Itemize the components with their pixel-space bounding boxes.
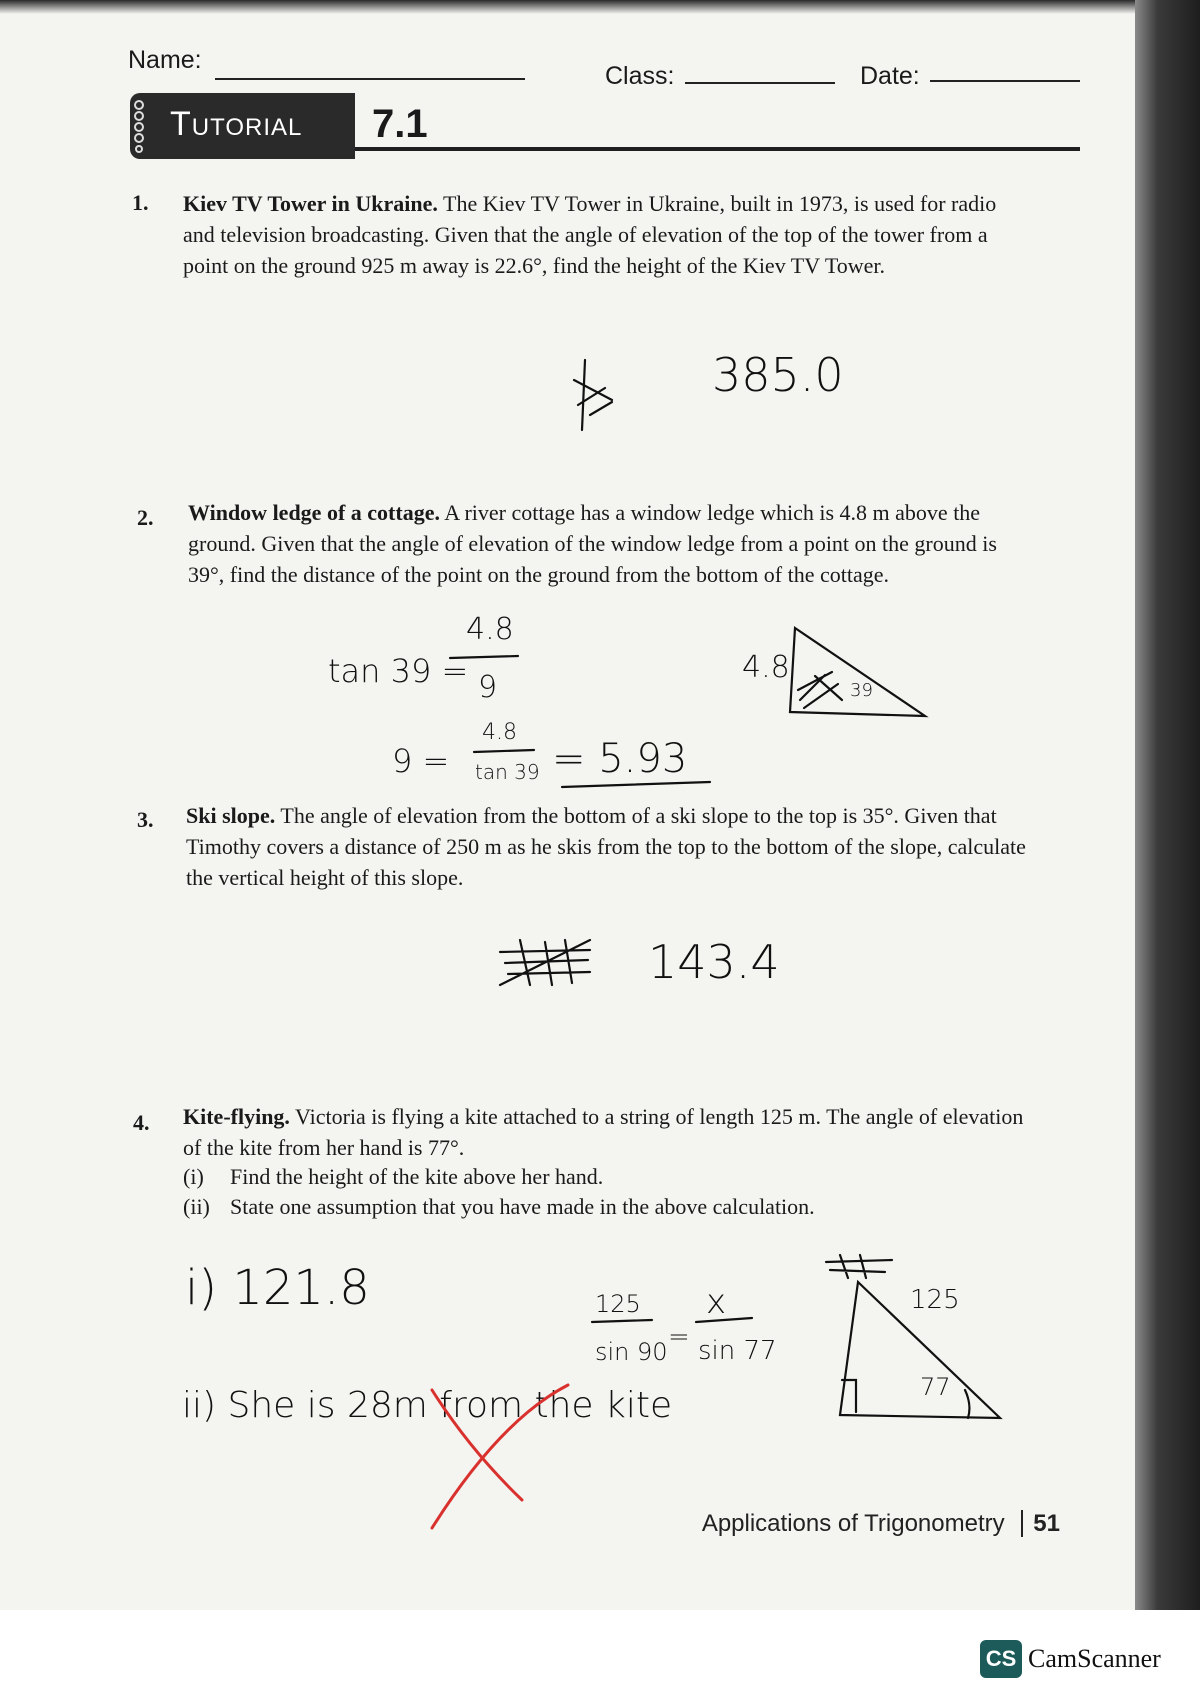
q2-triangle-side-label: 4.8 (742, 650, 790, 685)
question-4-text: Kite-flying. Victoria is flying a kite attached to a string of length 125 m. The angle of elevation of the kite from her hand is 77°. (183, 1104, 1024, 1160)
q2-triangle-scribble (798, 672, 842, 708)
q4-ratio-right-bar (696, 1318, 752, 1322)
q1-scribble (574, 360, 612, 430)
question-4-part-ii-text: State one assumption that you have made in the above calculation. (230, 1194, 815, 1219)
q3-scribble (500, 940, 590, 985)
q2-equation-1-fraction-bar (450, 656, 518, 658)
q4-triangle-angle-arc (965, 1390, 969, 1418)
q4-triangle-angle-label: 77 (920, 1373, 951, 1401)
footer-title: Applications of Trigonometry (701, 1510, 1005, 1537)
q2-equation-2-result: = 5.93 (552, 736, 688, 782)
q1-answer: 385.0 (712, 348, 844, 402)
class-label: Class: (605, 62, 675, 90)
question-2-number: 2. (137, 505, 154, 530)
camscanner-logo-icon: CS (980, 1640, 1022, 1678)
question-4-part-i-label: (i) (183, 1164, 204, 1189)
question-1-number: 1. (132, 190, 149, 215)
q4-triangle-side-label: 125 (910, 1285, 960, 1315)
question-3-number: 3. (137, 807, 154, 832)
question-1-text: Kiev TV Tower in Ukraine. The Kiev TV Tower in Ukraine, built in 1973, is used for radio and television broadcasting. Given that the angle of elevation of the top of the tower from a point on the ground 925 m away is 22.6°, find the height of the Kiev TV Tower. (183, 191, 997, 278)
page-footer (702, 1510, 1060, 1538)
q2-equation-2-fraction-bar (474, 750, 534, 752)
q2-equation-1-denominator: 9 (478, 670, 498, 705)
question-4-part-ii-label: (ii) (183, 1194, 210, 1219)
q4-ratio-left-bar (592, 1320, 652, 1322)
q2-triangle-angle-label: 39 (850, 680, 873, 701)
q4-part-i-answer: i) 121.8 (185, 1260, 370, 1316)
q4-ratio-right-denominator: sin 77 (698, 1336, 777, 1366)
question-4-number: 4. (133, 1110, 150, 1135)
question-1-title: Kiev TV Tower in Ukraine. (183, 191, 438, 216)
grading-cross-stroke-2 (432, 1385, 568, 1528)
tutorial-title: Tutorial (170, 105, 303, 143)
q4-ratio-left-denominator: sin 90 (595, 1338, 668, 1366)
q4-ratio-equals: = (668, 1322, 690, 1352)
footer-page-number: 51 (1033, 1510, 1060, 1537)
q2-equation-2-lhs: 9 = (392, 742, 450, 780)
grading-cross-stroke-1 (432, 1390, 522, 1500)
q2-equation-1-numerator: 4.8 (466, 612, 514, 647)
q4-part-ii-answer: ii) She is 28m from the kite (182, 1385, 673, 1426)
q4-ratio-right-numerator: x (706, 1282, 727, 1322)
camscanner-watermark (980, 1640, 1161, 1678)
q2-equation-1-lhs: tan 39 = (328, 652, 469, 690)
q2-equation-2-denominator: tan 39 (475, 760, 540, 784)
name-label: Name: (128, 46, 202, 74)
question-4-part-i-text: Find the height of the kite above her hand. (230, 1164, 604, 1189)
camscanner-text: CamScanner (1028, 1644, 1161, 1673)
q3-answer: 143.4 (648, 935, 780, 989)
q4-crossed-label (826, 1255, 892, 1278)
question-3-text: Ski slope. The angle of elevation from the bottom of a ski slope to the top is 35°. Given that Timothy covers a distance of 250 m as he skis from the top to the bottom of the slope, calculate the vertical height of this slope. (186, 803, 1026, 890)
question-3-title: Ski slope. (186, 803, 276, 828)
question-4-title: Kite-flying. (183, 1104, 290, 1129)
q4-triangle (840, 1282, 1000, 1418)
q2-equation-2-numerator: 4.8 (482, 720, 517, 745)
date-label: Date: (860, 62, 920, 90)
question-2-text: Window ledge of a cottage. A river cottage has a window ledge which is 4.8 m above the ground. Given that the angle of elevation of the window ledge from a point on the ground is 39°, find the distance of the point on the ground from the bottom of the cottage. (188, 500, 997, 587)
q4-ratio-left-numerator: 125 (595, 1290, 641, 1318)
question-2-title: Window ledge of a cottage. (188, 500, 440, 525)
q2-answer-underline (562, 782, 710, 787)
tutorial-number: 7.1 (372, 102, 428, 146)
